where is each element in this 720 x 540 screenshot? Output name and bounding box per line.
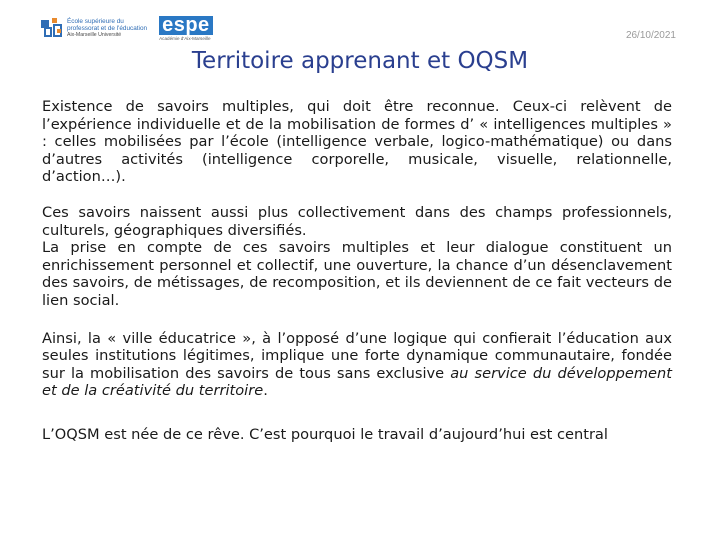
paragraph-prise-en-compte: La prise en compte de ces savoirs multiples et leur dialogue constituent un enrichissement personnel et collectif, une ouverture, la chance d’un désenclavement des savoirs, de métissages, de recomposition, et ils deviennent de ce fait vecteurs de lien social. [42,239,672,309]
espe-logo-subtitle: Académie d'Aix-Marseille [159,35,211,41]
ese-logo-line1: École supérieure du [67,17,124,25]
slide-date: 26/10/2021 [625,30,676,41]
ese-logo-icon [40,16,64,40]
header-logos [40,14,213,42]
paragraph-ville-educatrice-text: Ainsi, la « ville éducatrice », à l’opposé d’une logique qui confierait l’éducation aux seules institutions légitimes, implique une forte dynamique communautaire, fondée sur la mobilisation des savoirs de tous sans exclusive [42,329,672,382]
paragraph-savoirs-multiples: Existence de savoirs multiples, qui doit être reconnue. Ceux-ci relèvent de l’expérience individuelle et de la mobilisation de formes d’ « intelligences multiples » : celles mobilisées par l’école (intelligence verbale, logico-mathématique) ou dans d’autres activités (intelligence corporelle, musicale, visuelle, relationnelle, d’action…). [42,98,672,186]
slide-title: Territoire apprenant et OQSM [191,48,529,74]
ese-logo-line3: Aix-Marseille Université [67,31,122,38]
espe-logo [159,13,213,41]
paragraph-ville-educatrice-italic: au service du développement et de la créativité du territoire [42,364,672,400]
paragraph-savoirs-collectifs: Ces savoirs naissent aussi plus collectivement dans des champs professionnels, culturels, géographiques diversifiés. [42,203,672,239]
paragraph-oqsm: L’OQSM est née de ce rêve. C’est pourquoi le travail d’aujourd’hui est central [42,425,608,443]
slide-body [42,98,672,444]
paragraph-ville-educatrice-end: . [263,382,268,400]
espe-logo-word: espe [159,16,213,35]
ese-logo-line2: professorat et de l'éducation [67,24,148,32]
ese-logo [40,16,147,40]
paragraph-ville-educatrice [42,330,672,400]
